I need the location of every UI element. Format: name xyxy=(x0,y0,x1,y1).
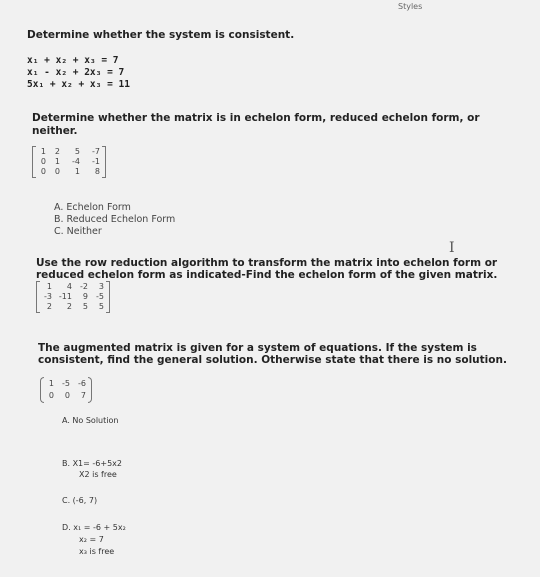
q4-option-d[interactable]: D. x₁ = -6 + 5x₂ xyxy=(62,523,126,532)
q4-option-c[interactable]: C. (-6, 7) xyxy=(62,496,98,505)
q2-cell: -1 xyxy=(92,157,100,166)
q1-equation-2: x₁ - x₂ + 2x₃ = 7 xyxy=(27,67,125,78)
q4-cell: 0 xyxy=(64,391,70,400)
q1-equation-3: 5x₁ + x₂ + x₃ = 11 xyxy=(27,79,130,90)
q2-cell: 1 xyxy=(54,157,60,166)
styles-label[interactable]: Styles xyxy=(398,2,423,11)
q4-prompt-line-2: consistent, find the general solution. Otherwise state that there is no solution. xyxy=(38,354,507,366)
q2-cell: 5 xyxy=(74,147,80,156)
q2-cell: -4 xyxy=(72,157,80,166)
q2-option-c[interactable]: C. Neither xyxy=(54,226,102,237)
q4-prompt-line-1: The augmented matrix is given for a system of equations. If the system is xyxy=(38,342,477,354)
q2-cell: 2 xyxy=(54,147,60,156)
q4-matrix xyxy=(40,377,92,403)
q4-cell: -6 xyxy=(78,379,86,388)
q4-option-d-line-2: x₂ = 7 xyxy=(79,535,104,544)
q4-option-a[interactable]: A. No Solution xyxy=(62,416,119,425)
q4-option-b[interactable]: B. X1= -6+5x2 xyxy=(62,459,122,468)
q3-cell: 5 xyxy=(82,302,88,311)
q4-option-d-line-3: x₃ is free xyxy=(79,547,115,556)
q1-prompt: Determine whether the system is consistent. xyxy=(27,29,295,41)
q3-prompt-line-1: Use the row reduction algorithm to transform the matrix into echelon form or xyxy=(36,257,498,269)
q2-cell: -7 xyxy=(92,147,100,156)
text-cursor-icon: I xyxy=(449,240,455,256)
q3-cell: -11 xyxy=(58,292,72,301)
q3-matrix xyxy=(36,281,110,313)
q2-option-b[interactable]: B. Reduced Echelon Form xyxy=(54,214,176,225)
q2-option-a[interactable]: A. Echelon Form xyxy=(54,202,131,213)
right-bracket xyxy=(88,377,92,403)
q4-option-b-line-2: X2 is free xyxy=(79,470,117,479)
right-bracket xyxy=(102,146,106,178)
q4-cell: -5 xyxy=(62,379,70,388)
q3-cell: 1 xyxy=(46,282,52,291)
q3-cell: 4 xyxy=(66,282,72,291)
right-bracket xyxy=(106,281,110,313)
q3-cell: 5 xyxy=(98,302,104,311)
q3-cell: 9 xyxy=(82,292,88,301)
q3-cell: -2 xyxy=(80,282,88,291)
q4-cell: 0 xyxy=(48,391,54,400)
q4-cell: 7 xyxy=(80,391,86,400)
q2-cell: 1 xyxy=(40,147,46,156)
q2-cell: 0 xyxy=(40,157,46,166)
q2-cell: 0 xyxy=(54,167,60,176)
q2-cell: 8 xyxy=(94,167,100,176)
q3-cell: -5 xyxy=(96,292,104,301)
q4-cell: 1 xyxy=(48,379,54,388)
q3-cell: 2 xyxy=(46,302,52,311)
q3-cell: -3 xyxy=(44,292,52,301)
q2-prompt-line-1: Determine whether the matrix is in echelon form, reduced echelon form, or xyxy=(32,112,480,124)
q2-matrix xyxy=(32,146,106,178)
q3-cell: 3 xyxy=(98,282,104,291)
q3-prompt-line-2: reduced echelon form as indicated-Find the echelon form of the given matrix. xyxy=(36,269,498,281)
q2-cell: 0 xyxy=(40,167,46,176)
q3-cell: 2 xyxy=(66,302,72,311)
q2-cell: 1 xyxy=(74,167,80,176)
q2-prompt-line-2: neither. xyxy=(32,125,78,137)
q1-equation-1: x₁ + x₂ + x₃ = 7 xyxy=(27,55,119,66)
